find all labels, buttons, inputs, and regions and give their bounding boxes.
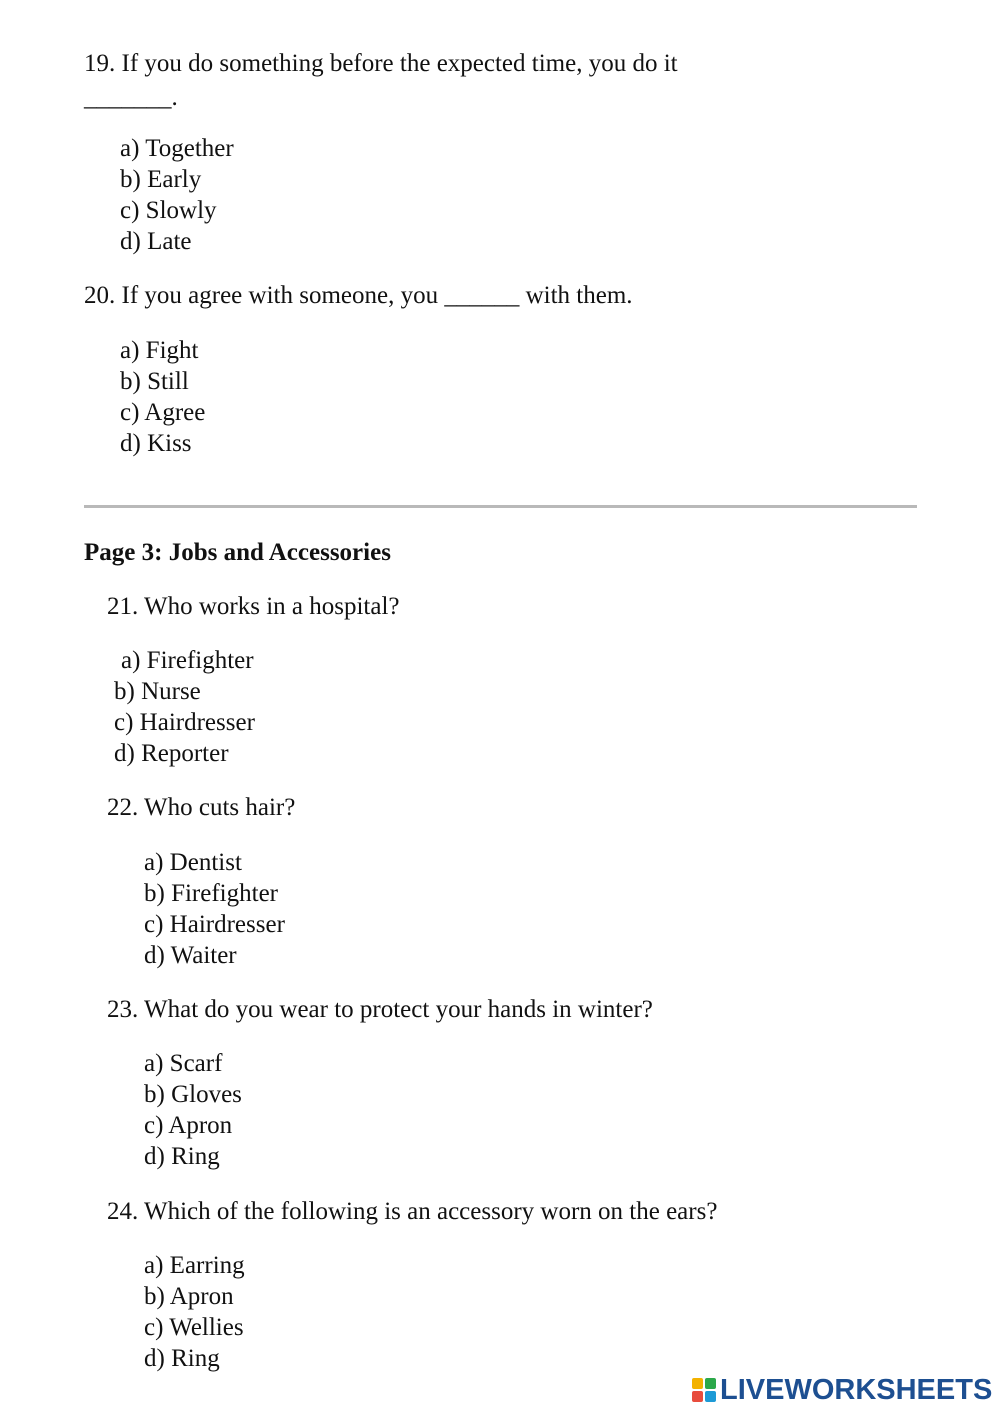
q22-option-b: b) Firefighter (144, 880, 278, 907)
q24-option-d: d) Ring (144, 1345, 220, 1372)
logo-square-1 (692, 1378, 703, 1389)
q23-prompt-row (107, 995, 653, 1025)
q24-option-c: c) Wellies (144, 1314, 244, 1341)
logo-square-4 (705, 1391, 716, 1402)
q22-number: 22. (107, 794, 139, 821)
section-title: Page 3: Jobs and Accessories (84, 539, 391, 566)
q21-prompt-row (107, 592, 400, 622)
q22-option-d: d) Waiter (144, 942, 237, 969)
q20-option-a: a) Fight (120, 337, 199, 364)
q19-prompt-line1: 19. If you do something before the expected time, you do it (84, 50, 678, 77)
q22-prompt-row (107, 793, 295, 823)
q23-prompt: What do you wear to protect your hands in winter? (144, 996, 653, 1023)
q24-option-b: b) Apron (144, 1283, 234, 1310)
q19-option-d: d) Late (120, 228, 192, 255)
liveworksheets-logo (692, 1374, 992, 1406)
q22-option-c: c) Hairdresser (144, 911, 285, 938)
q24-prompt-row (107, 1197, 717, 1227)
logo-square-2 (705, 1378, 716, 1389)
q23-option-a: a) Scarf (144, 1050, 223, 1077)
q23-number: 23. (107, 996, 139, 1023)
q21-option-d: d) Reporter (114, 740, 229, 767)
q19-option-a: a) Together (120, 135, 234, 162)
q24-prompt: Which of the following is an accessory worn on the ears? (144, 1198, 718, 1225)
q21-prompt: Who works in a hospital? (144, 593, 400, 620)
q22-option-a: a) Dentist (144, 849, 242, 876)
q22-prompt: Who cuts hair? (144, 794, 296, 821)
q24-number: 24. (107, 1198, 139, 1225)
q20-option-d: d) Kiss (120, 430, 192, 457)
liveworksheets-logo-icon (692, 1378, 716, 1402)
q19-option-c: c) Slowly (120, 197, 217, 224)
section-divider (84, 505, 917, 508)
q21-number: 21. (107, 593, 139, 620)
q24-option-a: a) Earring (144, 1252, 245, 1279)
q19-prompt-line2: _______. (84, 84, 178, 111)
logo-square-3 (692, 1391, 703, 1402)
q20-prompt: 20. If you agree with someone, you ______ with them. (84, 282, 633, 309)
q21-option-a: a) Firefighter (121, 647, 254, 674)
q21-option-b: b) Nurse (114, 678, 201, 705)
q20-option-c: c) Agree (120, 399, 206, 426)
q23-option-d: d) Ring (144, 1143, 220, 1170)
liveworksheets-logo-text: LIVEWORKSHEETS (720, 1374, 993, 1406)
q23-option-b: b) Gloves (144, 1081, 242, 1108)
q20-option-b: b) Still (120, 368, 189, 395)
q21-option-c: c) Hairdresser (114, 709, 255, 736)
q23-option-c: c) Apron (144, 1112, 233, 1139)
q19-option-b: b) Early (120, 166, 202, 193)
